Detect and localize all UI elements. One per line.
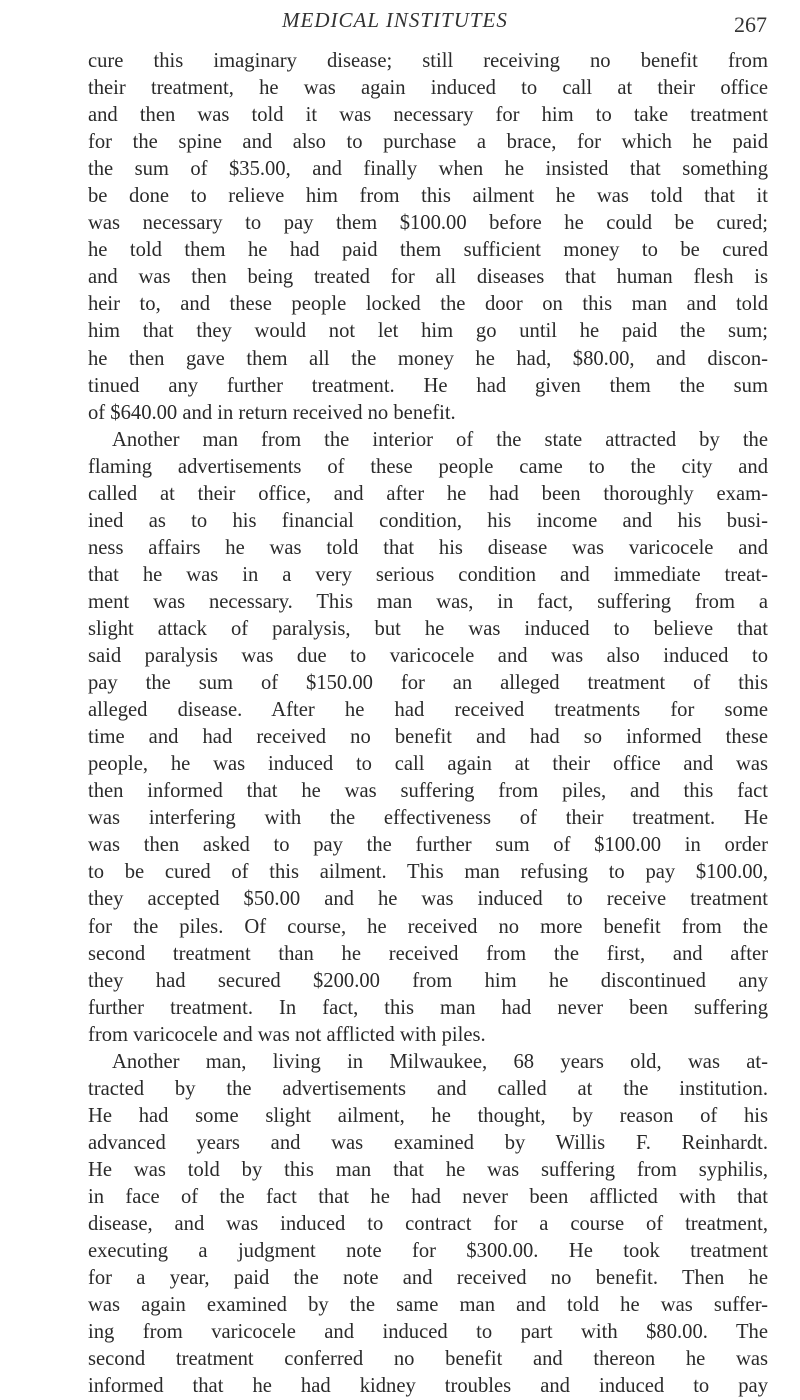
paragraph [88,427,768,1049]
text-line: of $640.00 and in return received no benefit. [88,401,456,424]
text-line: tinued any further treatment. He had given them the sum [88,374,768,397]
text-line: their treatment, he was again induced to call at their office [88,77,768,100]
text-line: be done to relieve him from this ailment he was told that it [88,185,768,208]
text-line: and was then being treated for all diseases that human flesh is [88,266,768,289]
text-line: he then gave them all the money he had, $80.00, and discon- [88,347,768,370]
running-title: MEDICAL INSTITUTES [282,8,508,32]
text-line: disease, and was induced to contract for a course of treatment, [88,1213,768,1236]
text-line: informed that he had kidney troubles and induced to pay [88,1375,768,1398]
text-line: executing a judgment note for $300.00. He took treatment [88,1240,768,1263]
text-line: in face of the fact that he had never been afflicted with that [88,1185,768,1208]
text-line: was again examined by the same man and told he was suffer- [88,1294,768,1317]
text-line: they accepted $50.00 and he was induced to receive treatment [88,888,768,911]
text-line: tracted by the advertisements and called at the institution. [88,1077,768,1100]
text-line: they had secured $200.00 from him he discontinued any [88,969,768,992]
text-line: second treatment conferred no benefit and thereon he was [88,1348,768,1371]
text-line: was interfering with the effectiveness of their treatment. He [88,807,768,830]
text-line: Another man, living in Milwaukee, 68 years old, was at- [112,1050,768,1073]
text-line: further treatment. In fact, this man had never been suffering [88,996,768,1019]
text-line: heir to, and these people locked the door on this man and told [88,293,768,316]
text-line: that he was in a very serious condition and immediate treat- [88,563,768,586]
text-line: was then asked to pay the further sum of $100.00 in order [88,834,768,857]
body-text [88,48,768,1400]
text-line: the sum of $35.00, and finally when he insisted that something [88,158,768,181]
text-line: cure this imaginary disease; still receiving no benefit from [88,50,768,72]
page-number: 267 [734,12,767,37]
paragraph [88,1049,768,1400]
text-line: he told them he had paid them sufficient money to be cured [88,239,768,262]
text-line: ment was necessary. This man was, in fact, suffering from a [88,590,768,613]
paragraph [88,48,768,427]
text-line: people, he was induced to call again at their office and was [88,753,768,776]
text-line: for the piles. Of course, he received no more benefit from the [88,915,768,938]
text-line: to be cured of this ailment. This man refusing to pay $100.00, [88,861,768,884]
text-line: alleged disease. After he had received treatments for some [88,699,768,722]
text-line: flaming advertisements of these people came to the city and [88,455,768,478]
text-line: said paralysis was due to varicocele and was also induced to [88,645,768,668]
text-line: He was told by this man that he was suffering from syphilis, [88,1158,768,1181]
text-line: from varicocele and was not afflicted with piles. [88,1023,486,1046]
text-line: him that they would not let him go until he paid the sum; [88,320,768,343]
text-line: called at their office, and after he had been thoroughly exam- [88,482,768,505]
text-line: for a year, paid the note and received no benefit. Then he [88,1267,768,1290]
running-head [0,4,800,40]
text-line: second treatment than he received from the first, and after [88,942,768,965]
text-line: advanced years and was examined by Willis F. Reinhardt. [88,1131,768,1154]
text-line: ness affairs he was told that his disease was varicocele and [88,536,768,559]
text-line: was necessary to pay them $100.00 before he could be cured; [88,212,768,235]
text-line: He had some slight ailment, he thought, by reason of his [88,1104,768,1127]
text-line: pay the sum of $150.00 for an alleged treatment of this [88,672,768,695]
text-line: slight attack of paralysis, but he was induced to believe that [88,617,768,640]
text-line: then informed that he was suffering from piles, and this fact [88,780,768,803]
text-line: ing from varicocele and induced to part with $80.00. The [88,1321,768,1344]
text-line: Another man from the interior of the state attracted by the [112,428,768,451]
text-line: time and had received no benefit and had so informed these [88,726,768,749]
text-line: for the spine and also to purchase a brace, for which he paid [88,131,768,154]
text-line: and then was told it was necessary for him to take treatment [88,104,768,127]
text-line: ined as to his financial condition, his income and his busi- [88,509,768,532]
